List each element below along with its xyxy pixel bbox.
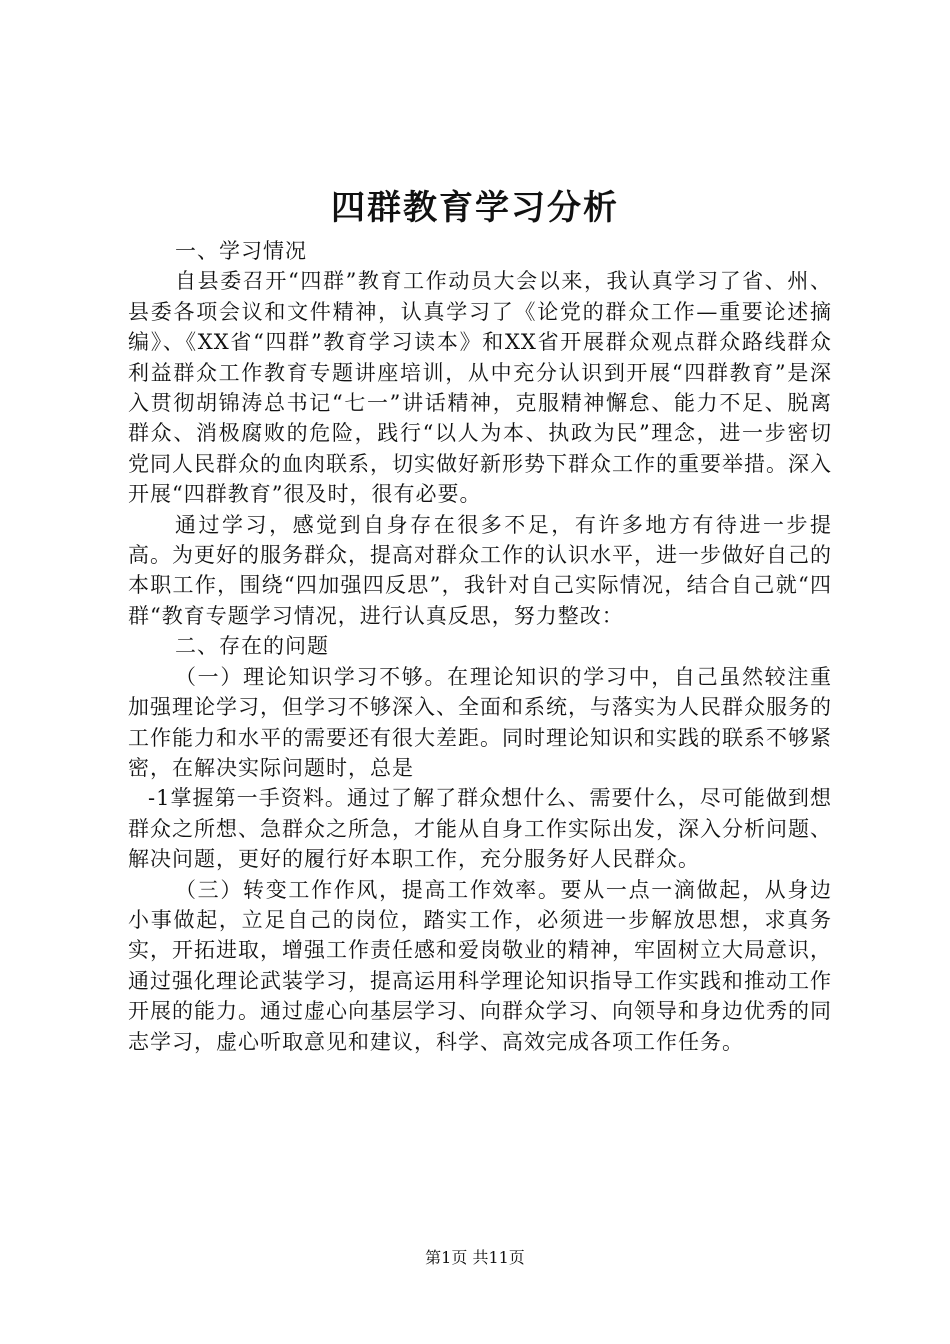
section-heading-1: 一、学习情况 — [175, 239, 307, 263]
paragraph-2: 通过学习，感觉到自身存在很多不足，有许多地方有待进一步提高。为更好的服务群众，提高对群众工作的认识水平，进一步做好自己的本职工作，围绕“四加强四反思”，我针对自己实际情况，结合自己就“四群“教育专题学习情况，进行认真反思，努力整改： — [128, 512, 832, 628]
paragraph-5: （三）转变工作作风，提高工作效率。要从一点一滴做起，从身边小事做起，立足自己的岗位，踏实工作，必须进一步解放思想，求真务实，开拓进取，增强工作责任感和爱岗敬业的精神，牢固树立大局意识，通过强化理论武装学习，提高运用科学理论知识指导工作实践和推动工作开展的能力。通过虚心向基层学习、向群众学习、向领导和身边优秀的同志学习，虚心听取意见和建议，科学、高效完成各项工作任务。 — [128, 877, 832, 1054]
page-number-footer: 第1页 共11页 — [425, 1248, 525, 1267]
paragraph-3: （一）理论知识学习不够。在理论知识的学习中，自己虽然较注重加强理论学习，但学习不够深入、全面和系统，与落实为人民群众服务的工作能力和水平的需要还有很大差距。同时理论知识和实践的联系不够紧密，在解决实际问题时，总是 — [128, 664, 832, 780]
paragraph-1: 自县委召开“四群”教育工作动员大会以来，我认真学习了省、州、县委各项会议和文件精神，认真学习了《论党的群众工作—重要论述摘编》、《XX省“四群”教育学习读本》和XX省开展群众观点群众路线群众利益群众工作教育专题讲座培训，从中充分认识到开展“四群教育”是深入贯彻胡锦涛总书记“七一”讲话精神，克服精神懈怠、能力不足、脱离群众、消极腐败的危险，践行“以人为本、执政为民”理念，进一步密切党同人民群众的血肉联系，切实做好新形势下群众工作的重要举措。深入开展“四群教育”很及时，很有必要。 — [128, 269, 832, 507]
document-body — [128, 236, 832, 1057]
document-title: 四群教育学习分析 — [331, 188, 619, 228]
paragraph-4: -1掌握第一手资料。通过了解了群众想什么、需要什么，尽可能做到想群众之所想、急群众之所急，才能从自身工作实际出发，深入分析问题、解决问题，更好的履行好本职工作，充分服务好人民群众。 — [128, 786, 832, 872]
section-heading-2: 二、存在的问题 — [175, 634, 329, 659]
